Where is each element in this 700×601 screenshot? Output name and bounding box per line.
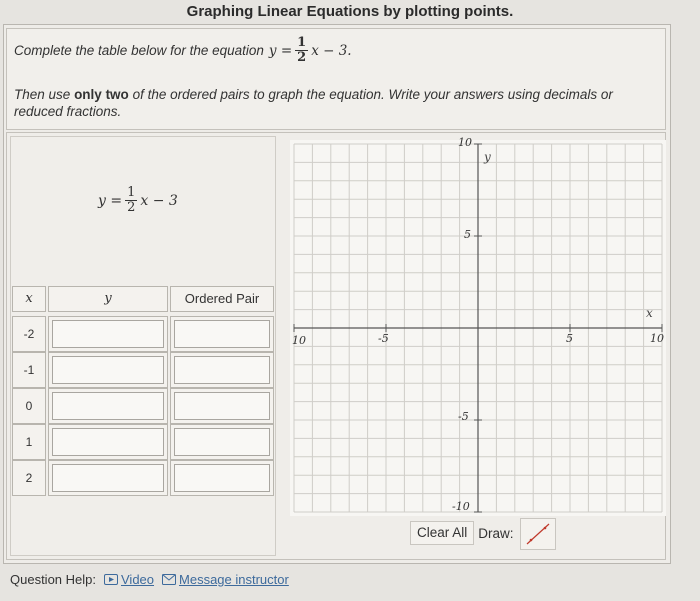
pair-cell bbox=[170, 424, 274, 460]
mail-icon bbox=[162, 574, 176, 585]
pair-cell bbox=[170, 352, 274, 388]
prompt-frac-num: 1 bbox=[297, 35, 307, 50]
y-input[interactable] bbox=[52, 464, 164, 492]
x-value: -2 bbox=[12, 316, 46, 352]
y-cell bbox=[48, 388, 168, 424]
header-ordered-pair: Ordered Pair bbox=[170, 286, 274, 312]
prompt-equation-rhs: x − 3. bbox=[311, 42, 352, 59]
x-value: -1 bbox=[12, 352, 46, 388]
prompt-text: Complete the table below for the equation bbox=[14, 43, 264, 58]
y-axis-letter: y bbox=[484, 150, 491, 164]
video-link[interactable] bbox=[104, 572, 154, 587]
panel-frac-den: 2 bbox=[127, 200, 136, 215]
line-draw-tool-button[interactable] bbox=[520, 518, 556, 550]
table-header bbox=[12, 286, 274, 312]
y-input[interactable] bbox=[52, 392, 164, 420]
y-input[interactable] bbox=[52, 320, 164, 348]
ordered-pair-input[interactable] bbox=[174, 464, 270, 492]
panel-equation bbox=[98, 186, 178, 215]
y-tick-label: -10 bbox=[452, 500, 470, 513]
x-axis-letter: x bbox=[646, 306, 653, 320]
table-row bbox=[12, 424, 274, 460]
page-title: Graphing Linear Equations by plotting points. bbox=[186, 3, 514, 20]
y-cell bbox=[48, 316, 168, 352]
x-value: 1 bbox=[12, 424, 46, 460]
y-input[interactable] bbox=[52, 428, 164, 456]
table-row bbox=[12, 460, 274, 496]
prompt-fraction bbox=[295, 36, 308, 65]
question-help bbox=[10, 572, 289, 587]
header-y: y bbox=[48, 286, 168, 312]
y-tick-label: 10 bbox=[458, 136, 472, 149]
pair-cell bbox=[170, 316, 274, 352]
prompt-instruction bbox=[14, 36, 352, 65]
y-input[interactable] bbox=[52, 356, 164, 384]
prompt-line2-pre: Then use bbox=[14, 87, 71, 102]
ordered-pair-input[interactable] bbox=[174, 428, 270, 456]
x-value: 2 bbox=[12, 460, 46, 496]
y-cell bbox=[48, 460, 168, 496]
ordered-pair-input[interactable] bbox=[174, 356, 270, 384]
video-link-label: Video bbox=[121, 572, 155, 587]
table-row bbox=[12, 316, 274, 352]
ordered-pair-input[interactable] bbox=[174, 392, 270, 420]
video-icon bbox=[104, 574, 118, 585]
x-tick-label: 10 bbox=[650, 332, 664, 345]
prompt-line2-bold: only two bbox=[74, 87, 129, 102]
draw-label: Draw: bbox=[478, 525, 514, 541]
y-cell bbox=[48, 352, 168, 388]
header-x: x bbox=[12, 286, 46, 312]
y-tick-label: 5 bbox=[464, 228, 471, 241]
x-tick-label: 5 bbox=[566, 332, 573, 345]
y-cell bbox=[48, 424, 168, 460]
panel-fraction bbox=[125, 186, 137, 215]
question-help-label: Question Help: bbox=[10, 572, 96, 587]
panel-equation-rhs: x − 3 bbox=[140, 192, 178, 209]
message-instructor-link[interactable] bbox=[162, 572, 289, 587]
prompt-graph-instruction bbox=[14, 86, 654, 120]
clear-all-button[interactable]: Clear All bbox=[410, 521, 474, 545]
table-row bbox=[12, 352, 274, 388]
pair-cell bbox=[170, 388, 274, 424]
value-table bbox=[12, 286, 274, 496]
panel-frac-num: 1 bbox=[127, 185, 136, 200]
y-tick-label: -5 bbox=[458, 410, 469, 423]
pair-cell bbox=[170, 460, 274, 496]
ordered-pair-input[interactable] bbox=[174, 320, 270, 348]
panel-equation-lhs: y = bbox=[98, 192, 123, 209]
x-value: 0 bbox=[12, 388, 46, 424]
line-tool-icon bbox=[521, 519, 555, 549]
x-tick-label: 10 bbox=[292, 334, 306, 347]
grid-canvas[interactable] bbox=[290, 140, 666, 516]
x-tick-label: -5 bbox=[378, 332, 389, 345]
coordinate-grid[interactable] bbox=[290, 136, 666, 516]
prompt-equation-lhs: y = bbox=[268, 42, 293, 59]
prompt-frac-den: 2 bbox=[297, 50, 307, 65]
message-instructor-label: Message instructor bbox=[179, 572, 289, 587]
table-row bbox=[12, 388, 274, 424]
prompt-line2-post: of the ordered pairs to graph the equation. Write your answers using decimals or reduced fractions. bbox=[14, 87, 613, 119]
